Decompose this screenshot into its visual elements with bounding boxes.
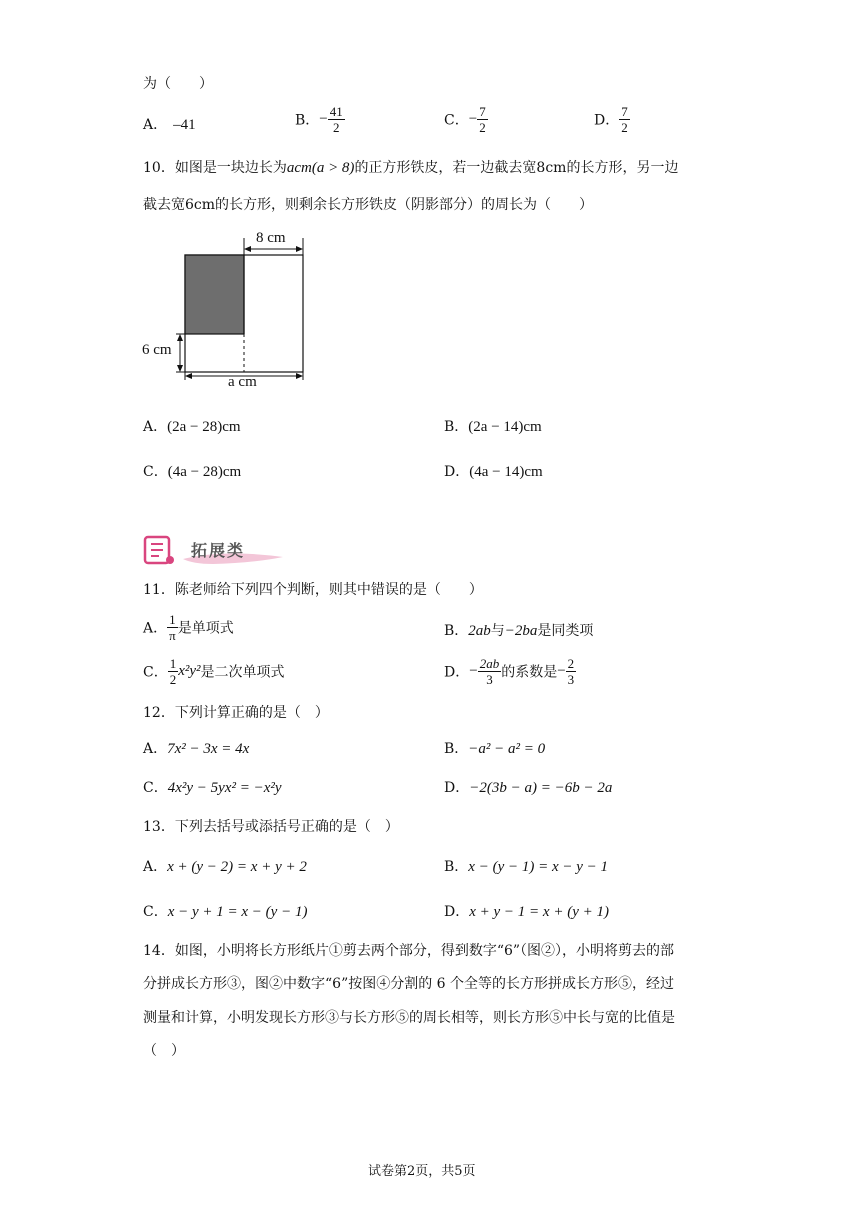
- option-label: D．: [444, 464, 470, 480]
- numerator: 1: [167, 612, 178, 628]
- denominator: 3: [567, 672, 575, 687]
- math-term: −2ba: [504, 623, 538, 639]
- shaded-rectangle: [185, 255, 244, 334]
- option-value: 4x²y − 5yx² = −x²y: [167, 780, 282, 796]
- option-text: 是同类项: [537, 623, 594, 639]
- section-banner: [143, 533, 288, 569]
- option-label: B．: [444, 623, 469, 639]
- q9-option-a: [143, 114, 196, 134]
- fraction: [478, 656, 502, 687]
- scroll-dot: [166, 556, 174, 564]
- minus-sign: −: [319, 111, 328, 127]
- figure-label-bottom: a cm: [228, 374, 257, 390]
- numerator: 2: [567, 656, 575, 671]
- q14-line3: 测量和计算，小明发现长方形③与长方形⑤的周长相等，则长方形⑤中长与宽的比值是: [143, 1010, 675, 1026]
- arrow-head: [244, 246, 251, 252]
- q10-line2: 截去宽6cm的长方形，则剩余长方形铁皮（阴影部分）的周长为（ ）: [143, 197, 594, 213]
- q13-stem: 13．下列去括号或添括号正确的是（ ）: [143, 819, 399, 835]
- q10-option-c: [143, 461, 241, 481]
- option-label: A．: [143, 741, 168, 757]
- q14-line1: 14．如图，小明将长方形纸片①剪去两个部分，得到数字“6”（图②），小明将剪去的部: [143, 943, 675, 959]
- denominator: 2: [479, 120, 486, 135]
- option-text: 是二次单项式: [200, 664, 285, 681]
- option-label: D．: [444, 780, 470, 796]
- option-label: B．: [444, 859, 469, 875]
- option-label: B．: [295, 112, 320, 129]
- arrow-head: [177, 365, 183, 372]
- option-value: x + (y − 2) = x + y + 2: [167, 859, 307, 875]
- q14-line2: 分拼成长方形③，图②中数字“6”按图④分割的 6 个全等的长方形拼成长方形⑤，经过: [143, 976, 675, 992]
- option-value: x − (y − 1) = x − y − 1: [468, 859, 609, 875]
- denominator: π: [169, 628, 176, 643]
- option-value: (2a − 28)cm: [167, 419, 241, 435]
- arrow-head: [185, 373, 192, 379]
- option-label: C．: [143, 464, 168, 480]
- arrow-head: [296, 373, 303, 379]
- q11-option-a: [143, 612, 234, 643]
- q12-option-a: [143, 738, 249, 758]
- minus-sign: −: [468, 111, 478, 127]
- option-text: 是单项式: [177, 620, 234, 637]
- q10-line1: [143, 158, 678, 178]
- math-term: x²y²: [178, 663, 201, 679]
- q11-option-b: [444, 620, 593, 640]
- q10-text-b: 的正方形铁皮，若一边截去宽8cm的长方形，另一边: [354, 160, 679, 176]
- numerator: 1: [169, 656, 177, 671]
- option-label: C．: [143, 664, 168, 681]
- option-value: x − y + 1 = x − (y − 1): [167, 904, 308, 920]
- scroll-lines: [151, 544, 163, 556]
- fraction: [566, 656, 577, 687]
- q10-option-a: [143, 416, 241, 436]
- q10-math: acm(a > 8): [286, 160, 355, 176]
- option-label: B．: [444, 419, 469, 435]
- fraction: [328, 104, 345, 135]
- q10-figure: [140, 228, 320, 393]
- q12-stem: 12．下列计算正确的是（ ）: [143, 705, 329, 721]
- figure-label-left: 6 cm: [142, 342, 172, 358]
- q10-text-a: 10．如图是一块边长为: [143, 160, 287, 176]
- q12-option-c: [143, 777, 282, 797]
- figure-label-top: 8 cm: [256, 230, 286, 246]
- option-value: (4a − 28)cm: [167, 464, 242, 480]
- q11-option-d: [444, 656, 576, 687]
- fraction: [167, 612, 178, 643]
- q10-option-d: [444, 461, 543, 481]
- q9-option-b: [295, 104, 345, 135]
- q9-option-d: [594, 104, 630, 135]
- option-label: B．: [444, 741, 469, 757]
- math-term: 2ab: [468, 623, 491, 639]
- fraction: [168, 656, 179, 687]
- option-value: 7x² − 3x = 4x: [167, 741, 250, 757]
- option-value: x + y − 1 = x + (y + 1): [469, 904, 609, 920]
- option-text: 的系数是: [501, 664, 558, 681]
- numerator: 41: [329, 104, 343, 119]
- page-footer: 试卷第2页，共5页: [368, 1164, 476, 1179]
- fraction: [477, 104, 488, 135]
- option-value: –41: [173, 117, 196, 133]
- option-label: C．: [444, 112, 469, 129]
- numerator: 2ab: [479, 656, 500, 671]
- fraction: [619, 104, 630, 135]
- q13-option-b: [444, 856, 608, 876]
- option-value: (2a − 14)cm: [468, 419, 542, 435]
- denominator: 2: [621, 120, 628, 135]
- q13-option-a: [143, 856, 307, 876]
- q12-option-b: [444, 738, 545, 758]
- q12-option-d: [444, 777, 612, 797]
- option-value: −a² − a² = 0: [468, 741, 546, 757]
- minus-sign: −: [469, 663, 478, 679]
- option-label: A．: [143, 859, 168, 875]
- option-label: D．: [594, 112, 620, 129]
- q14-line4: （ ）: [143, 1043, 185, 1059]
- q13-option-d: [444, 901, 609, 921]
- option-label: A．: [143, 419, 168, 435]
- q9-tail: 为（ ）: [143, 76, 213, 92]
- q11-stem: 11．陈老师给下列四个判断，则其中错误的是（ ）: [143, 582, 483, 598]
- arrow-head: [177, 334, 183, 341]
- denominator: 2: [333, 120, 340, 135]
- denominator: 3: [486, 672, 493, 687]
- q10-option-b: [444, 416, 542, 436]
- denominator: 2: [169, 672, 177, 687]
- option-label: C．: [143, 904, 168, 920]
- arrow-head: [296, 246, 303, 252]
- section-title: 拓展类: [191, 541, 246, 560]
- option-label: A．: [143, 117, 168, 133]
- q13-option-c: [143, 901, 307, 921]
- connector-text: 与: [490, 623, 505, 639]
- option-label: D．: [444, 664, 470, 681]
- numerator: 7: [621, 104, 628, 119]
- option-value: −2(3b − a) = −6b − 2a: [469, 780, 613, 796]
- option-label: C．: [143, 780, 168, 796]
- minus-sign: −: [557, 663, 566, 679]
- option-label: D．: [444, 904, 470, 920]
- option-value: (4a − 14)cm: [469, 464, 543, 480]
- numerator: 7: [479, 104, 486, 119]
- option-label: A．: [143, 620, 168, 637]
- q11-option-c: [143, 656, 285, 687]
- q9-option-c: [444, 104, 488, 135]
